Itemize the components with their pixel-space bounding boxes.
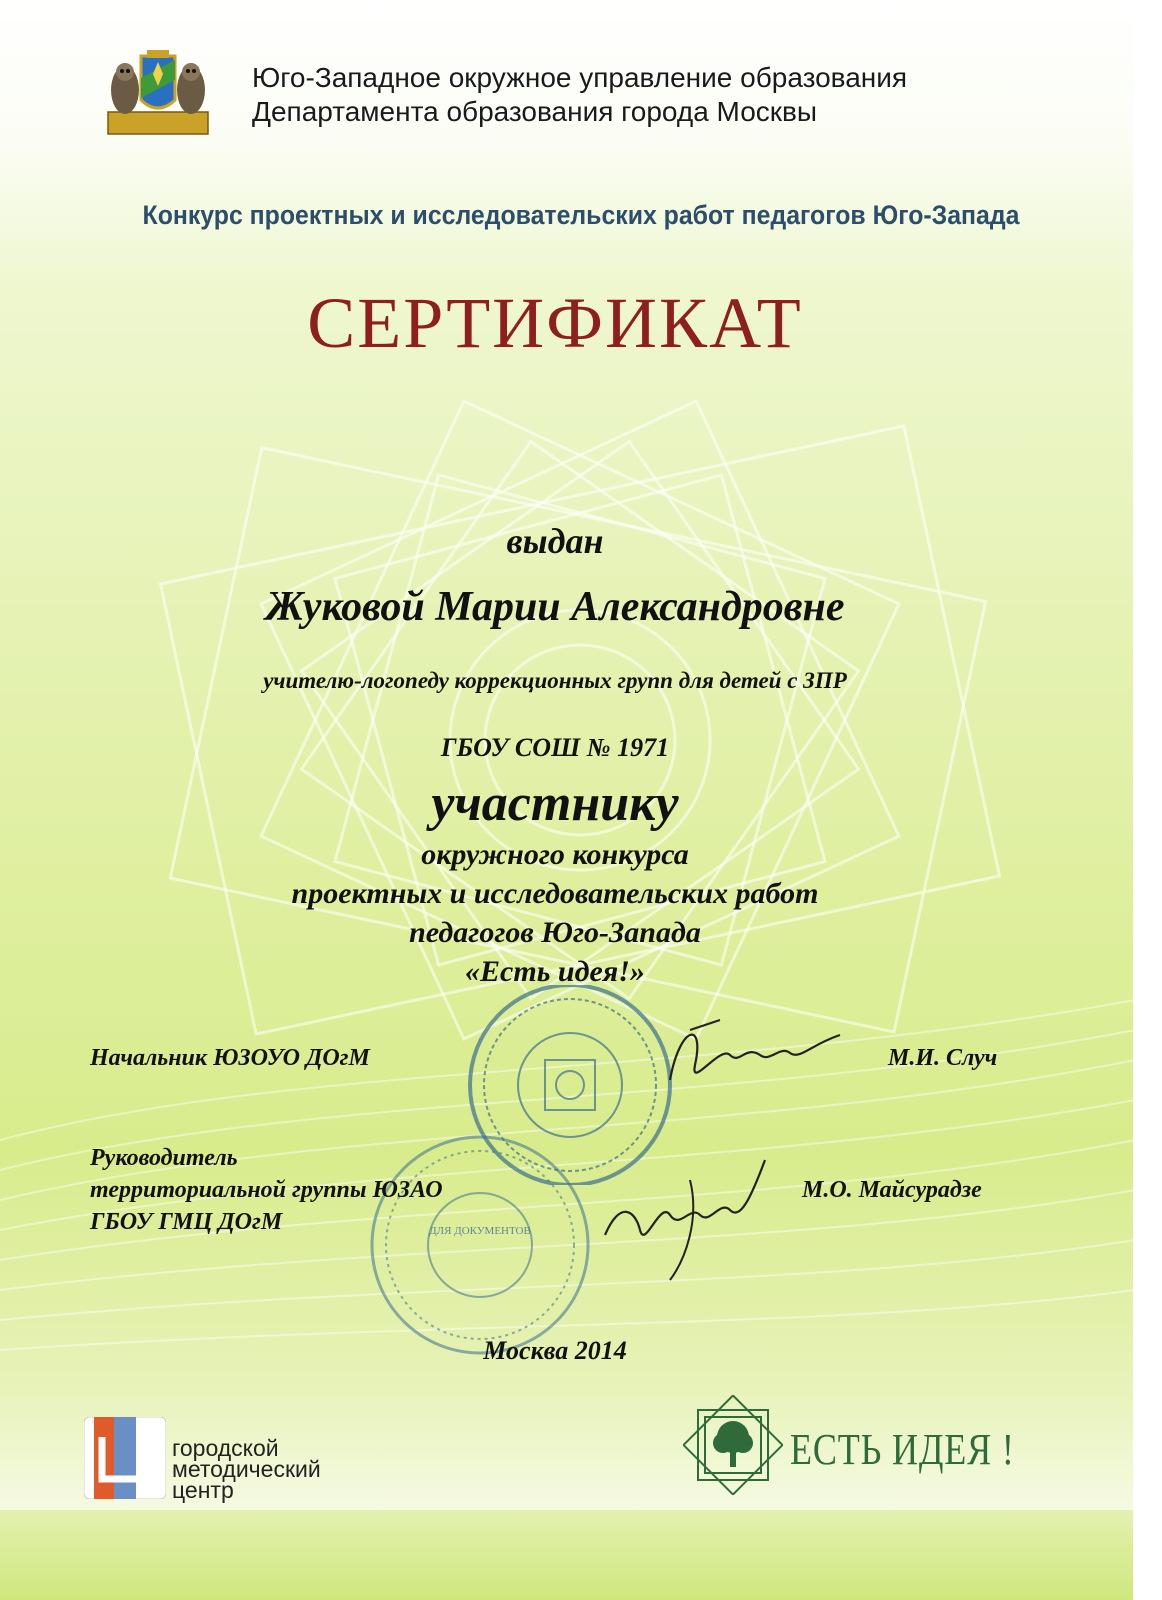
signer2-title-line2: территориальной группы ЮЗАО: [90, 1177, 443, 1203]
gmc-logo-line2: методический: [172, 1456, 321, 1482]
contest-logo-text: ЕСТЬ ИДЕЯ !: [790, 1425, 1015, 1474]
recipient-position: учителю-логопеду коррекционных групп для детей с ЗПР: [263, 668, 847, 693]
signature-sluch-icon: [650, 1005, 850, 1105]
contest-line2: проектных и исследовательских работ: [291, 877, 819, 910]
place-date: Москва 2014: [483, 1336, 627, 1365]
certificate-title: СЕРТИФИКАТ: [307, 283, 803, 363]
round-stamp-icon: [365, 1130, 595, 1360]
paper-edge: [1133, 0, 1162, 1600]
stamp-text: ДЛЯ ДОКУМЕНТОВ: [429, 1225, 531, 1237]
contest-name: «Есть идея!»: [465, 955, 645, 988]
bottom-band: [0, 1510, 1135, 1600]
signer2-title-line3: ГБОУ ГМЦ ДОгМ: [90, 1209, 283, 1235]
org-name-line2: Департамента образования города Москвы: [252, 96, 818, 127]
contest-title: Конкурс проектных и исследовательских работ педагогов Юго-Запада: [142, 200, 1020, 230]
signer2-title-line1: Руководитель: [90, 1145, 238, 1171]
school-name: ГБОУ СОШ № 1971: [440, 733, 670, 762]
coat-of-arms-icon: [103, 50, 213, 140]
participant-role: участнику: [431, 775, 679, 832]
recipient-name: Жуковой Марии Александровне: [265, 584, 845, 630]
gmc-logo-icon: [84, 1417, 166, 1499]
gmc-logo-line1: городской: [172, 1435, 279, 1461]
signer2-name: М.О. Майсурадзе: [802, 1177, 982, 1203]
gmc-logo-line3: центр: [172, 1477, 234, 1503]
contest-line1: окружного конкурса: [421, 838, 689, 871]
issued-label: выдан: [506, 521, 604, 561]
org-name-line1: Юго-Западное окружное управление образования: [252, 62, 908, 93]
signer1-title: Начальник ЮЗОУО ДОгМ: [90, 1045, 370, 1071]
signer1-name: М.И. Случ: [888, 1045, 998, 1071]
signature-maysuradze-icon: [590, 1140, 790, 1290]
contest-line3: педагогов Юго-Запада: [409, 916, 701, 949]
tree-logo-icon: [683, 1395, 783, 1495]
